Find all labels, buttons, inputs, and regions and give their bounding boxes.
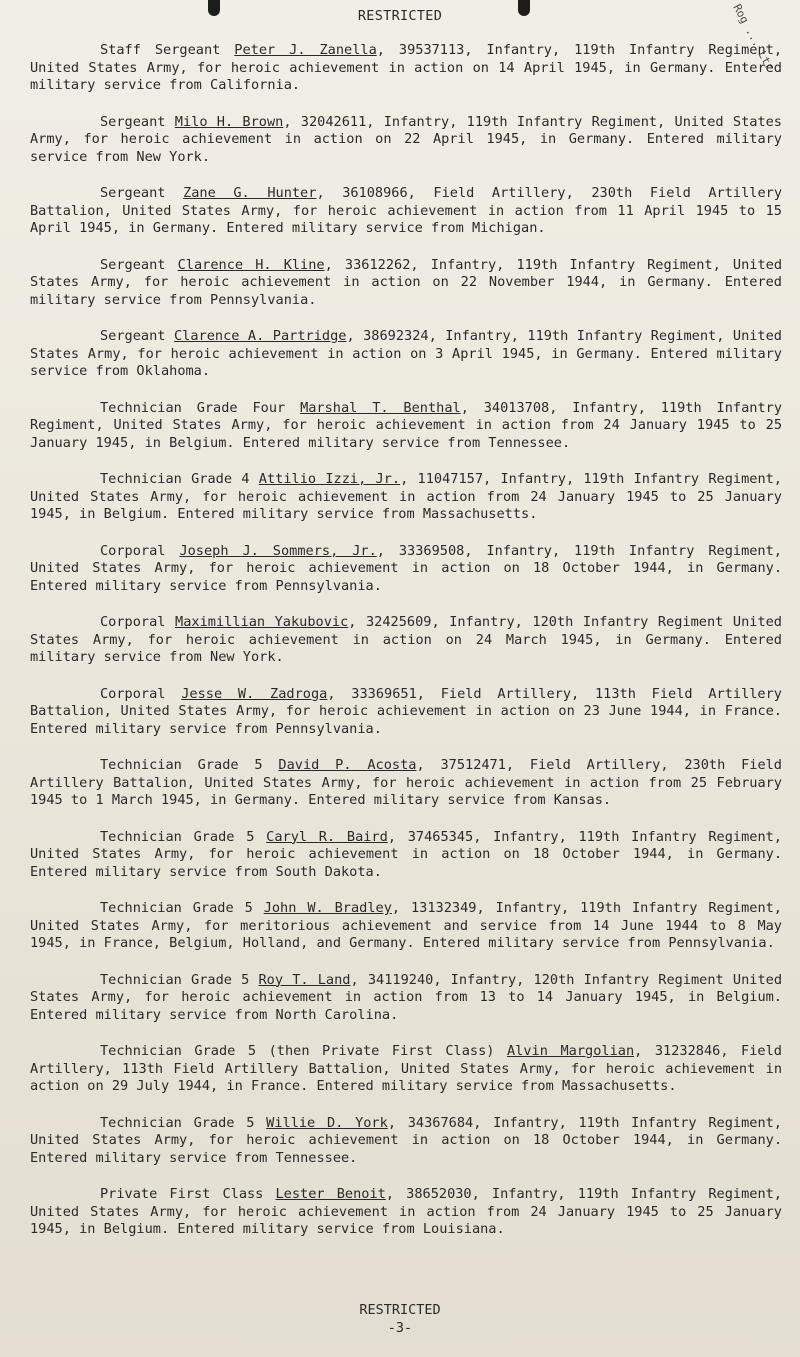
citation-details: , 31232846, Field Artillery, 113th Field Artillery Battalion, United States Army, for heroic achievement in action on 29 July 1944, in France. Entered military service from Massachusetts. [30, 1043, 782, 1094]
citation-rank: Technician Grade 5 [100, 900, 253, 916]
citation-entry [30, 1043, 782, 1096]
citation-entry [30, 114, 782, 167]
citation-details: , 37512471, Field Artillery, 230th Field Artillery Battalion, United States Army, for heroic achievement in action from 25 February 1945 to 1 March 1945, in Germany. Entered military service from Kansas. [30, 757, 782, 808]
citation-entry [30, 328, 782, 381]
citation-details: , 34119240, Infantry, 120th Infantry Regiment United States Army, for heroic achievement in action from 13 to 14 January 1945, in Belgium. Entered military service from North Carolina. [30, 971, 783, 1023]
citation-rank: Corporal [100, 542, 166, 559]
citation-details: , 39537113, Infantry, 119th Infantry Regiment, United States Army, for heroic achievement in action on 14 April 1945, in Germany. Entered military service from California. [30, 42, 783, 93]
citation-entry [30, 614, 782, 667]
citation-name: Caryl R. Baird [266, 828, 388, 845]
citation-rank: Corporal [100, 685, 166, 702]
citation-name: Zane G. Hunter [183, 185, 317, 201]
citation-rank: Sergeant [100, 185, 166, 201]
citation-details: , 33612262, Infantry, 119th Infantry Regiment, United States Army, for heroic achievement in action on 22 November 1944, in Germany. Entered military service from Pennsylvania. [30, 256, 782, 308]
citation-name: Marshal T. Benthal [300, 399, 461, 416]
citation-name: Clarence H. Kline [177, 256, 325, 273]
citation-rank: Private First Class [100, 1186, 264, 1202]
citation-rank: Technician Grade 5 [100, 757, 263, 773]
citation-rank: Technician Grade 5 [100, 828, 255, 845]
citation-details: , 34367684, Infantry, 119th Infantry Regiment, United States Army, for heroic achievement in action on 18 October 1944, in Germany. Entered military service from Tennessee. [30, 1114, 782, 1166]
citation-name: Attilio Izzi, Jr. [258, 471, 401, 487]
citation-details: , 33369651, Field Artillery, 113th Field Artillery Battalion, United States Army, for heroic achievement in action on 23 June 1944, in France. Entered military service from Pennsylvania. [30, 685, 782, 737]
citation-rank: Sergeant [100, 328, 166, 344]
citation-details: , 37465345, Infantry, 119th Infantry Regiment, United States Army, for heroic achievement in action on 18 October 1944, in Germany. Entered military service from South Dakota. [30, 828, 782, 880]
citation-rank: Corporal [100, 614, 166, 630]
citation-list [30, 42, 782, 1258]
citation-entry [30, 471, 782, 524]
citation-rank: Technician Grade Four [100, 399, 286, 416]
citation-details: , 32042611, Infantry, 119th Infantry Regiment, United States Army, for heroic achievement in action on 22 April 1945, in Germany. Entered military service from New York. [30, 113, 782, 165]
citation-name: Joseph J. Sommers, Jr. [179, 542, 377, 559]
citation-rank: Technician Grade 5 [100, 971, 250, 988]
corner-stamp: Rog ... Ltr [730, 2, 777, 73]
citation-details: , 11047157, Infantry, 119th Infantry Regiment, United States Army, for heroic achievement in action from 24 January 1945 to 25 January 1945, in Belgium. Entered military service from Massachusetts. [30, 471, 782, 522]
citation-details: , 13132349, Infantry, 119th Infantry Regiment, United States Army, for meritorious achievement and service from 14 June 1944 to 8 May 1945, in France, Belgium, Holland, and Germany. Entered military service from Pennsylvania. [30, 900, 782, 951]
citation-entry [30, 1115, 782, 1168]
citation-entry [30, 400, 782, 453]
citation-rank: Sergeant [100, 113, 166, 130]
classification-header: RESTRICTED [357, 8, 443, 24]
citation-entry [30, 757, 782, 810]
page-number: -3- [387, 1320, 413, 1336]
citation-entry [30, 900, 782, 953]
citation-entry [30, 42, 782, 95]
citation-rank: Technician Grade 5 [100, 1114, 255, 1131]
citation-name: Roy T. Land [258, 971, 351, 988]
citation-name: Peter J. Zanella [234, 42, 377, 58]
citation-name: Milo H. Brown [174, 113, 284, 130]
citation-entry [30, 257, 782, 310]
citation-rank: Sergeant [100, 256, 166, 273]
citation-details: , 38692324, Infantry, 119th Infantry Regiment, United States Army, for heroic achievement in action on 3 April 1945, in Germany. Entered military service from Oklahoma. [30, 328, 782, 379]
citation-entry [30, 686, 782, 739]
citation-name: Alvin Margolian [507, 1043, 635, 1059]
citation-name: Clarence A. Partridge [173, 328, 347, 344]
citation-details: , 38652030, Infantry, 119th Infantry Regiment, United States Army, for heroic achievement in action from 24 January 1945 to 25 January 1945, in Belgium. Entered military service from Louisiana. [30, 1186, 782, 1237]
citation-name: Jesse W. Zadroga [181, 685, 328, 702]
citation-details: , 34013708, Infantry, 119th Infantry Regiment, United States Army, for heroic achievement in action from 24 January 1945 to 25 January 1945, in Belgium. Entered military service from Tennessee. [30, 399, 783, 451]
classification-footer: RESTRICTED [359, 1302, 441, 1318]
citation-name: Lester Benoit [275, 1186, 386, 1202]
citation-details: , 32425609, Infantry, 120th Infantry Regiment United States Army, for heroic achievement in action on 24 March 1945, in Germany. Entered military service from New York. [30, 614, 782, 665]
citation-entry [30, 543, 782, 596]
citation-name: David P. Acosta [278, 757, 417, 773]
citation-entry [30, 1186, 782, 1239]
citation-name: Willie D. York [266, 1114, 388, 1131]
citation-name: John W. Bradley [263, 900, 392, 916]
citation-name: Maximillian Yakubovic [175, 614, 349, 630]
citation-details: , 36108966, Field Artillery, 230th Field Artillery Battalion, United States Army, for heroic achievement in action from 11 April 1945 to 15 April 1945, in Germany. Entered military service from Michigan. [30, 185, 782, 236]
citation-entry [30, 185, 782, 238]
citation-details: , 33369508, Infantry, 119th Infantry Regiment, United States Army, for heroic achievement in action on 18 October 1944, in Germany. Entered military service from Pennsylvania. [30, 542, 782, 594]
citation-rank: Technician Grade 4 [100, 471, 250, 487]
citation-entry [30, 829, 782, 882]
citation-rank: Staff Sergeant [100, 42, 221, 58]
citation-rank: Technician Grade 5 (then Private First Class) [100, 1043, 495, 1059]
citation-entry [30, 972, 782, 1025]
